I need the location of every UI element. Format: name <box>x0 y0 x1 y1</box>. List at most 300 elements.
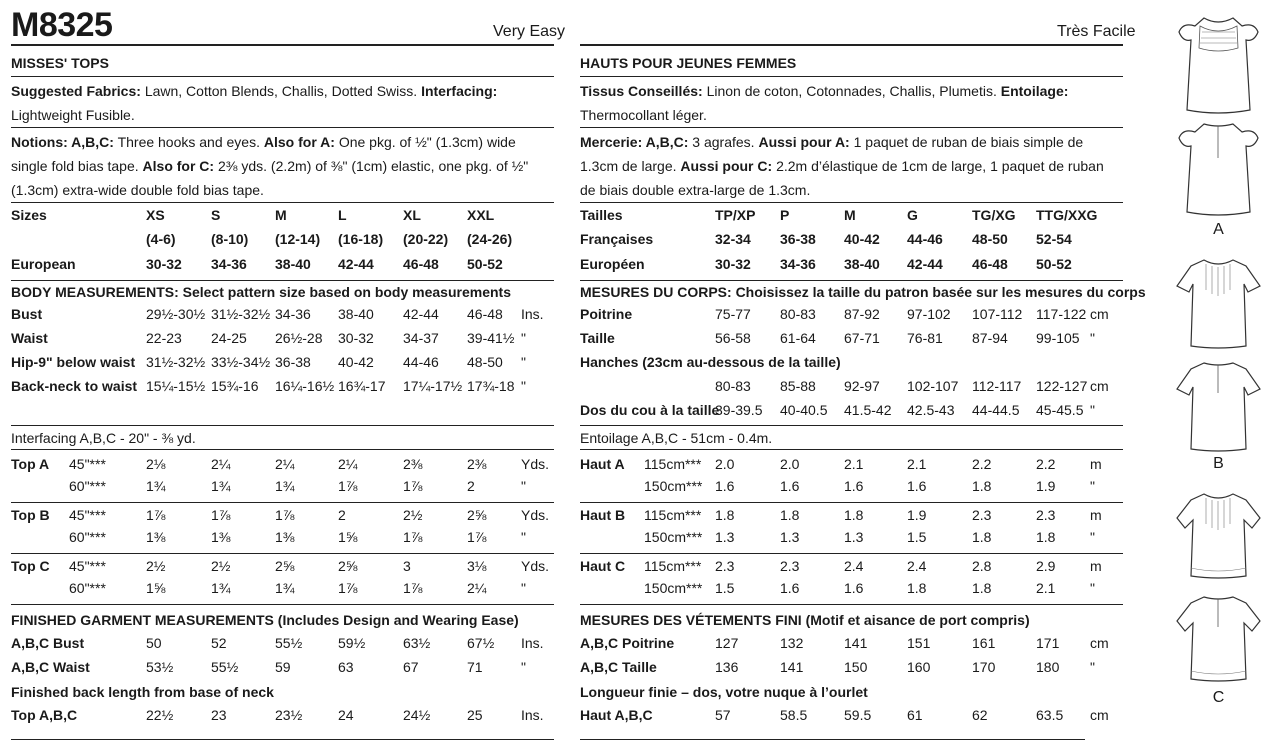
size-range: (12-14) <box>275 231 321 247</box>
body-row-value: 92-97 <box>844 378 880 394</box>
yardage-row-value: 2.3 <box>972 507 992 523</box>
back-length-value: 23½ <box>275 707 303 723</box>
finished-row-value: 171 <box>1036 635 1060 651</box>
notions-label: Notions: A,B,C: <box>11 134 114 150</box>
yardage-row-value: 1.3 <box>780 529 800 545</box>
back-length-value: 57 <box>715 707 731 723</box>
fabric-width: 115cm*** <box>644 507 702 523</box>
yardage-row-value: 2½ <box>211 558 231 574</box>
yardage-row-value: 2⅝ <box>467 507 487 523</box>
divider <box>580 449 1123 450</box>
divider <box>11 739 554 740</box>
body-row-value: 17¼-17½ <box>403 378 463 394</box>
yardage-row-value: 2.2 <box>972 456 992 472</box>
fabrics-label: Tissus Conseillés: <box>580 83 703 99</box>
yardage-row-value: 1.9 <box>1036 478 1056 494</box>
francaises-size: 36-38 <box>780 231 816 247</box>
body-row-value: 112-117 <box>972 378 1022 394</box>
size-range: (8-10) <box>211 231 249 247</box>
back-length-value: 24 <box>338 707 354 723</box>
yardage-group-label: Haut A <box>580 456 625 472</box>
view-c-label: C <box>1212 689 1225 706</box>
back-length-label: Top A,B,C <box>11 707 78 723</box>
body-row-label: Dos du cou à la taille <box>580 402 720 418</box>
yardage-row-unit: " <box>1090 529 1095 545</box>
finished-row-unit: " <box>521 659 526 675</box>
sizes-label: Tailles <box>580 207 623 223</box>
divider <box>11 127 554 128</box>
body-row-value: 30-32 <box>338 330 374 346</box>
yardage-row-unit: Yds. <box>521 456 550 472</box>
yardage-row-value: 1¾ <box>211 580 231 596</box>
section-title: MISSES' TOPS <box>11 55 109 71</box>
yardage-row-value: 1.6 <box>780 580 800 596</box>
body-row-value: 24-25 <box>211 330 247 346</box>
divider <box>580 553 1123 554</box>
size-header: XL <box>403 207 421 223</box>
finished-row-value: 63 <box>338 659 354 675</box>
yardage-row-value: 2¼ <box>467 580 487 596</box>
body-row-value: 48-50 <box>467 354 503 370</box>
divider <box>580 44 1123 46</box>
body-row-value: 33½-34½ <box>211 354 271 370</box>
yardage-row-value: 1⅞ <box>275 507 295 523</box>
interfacing-row: Interfacing A,B,C - 20" - ⅜ yd. <box>11 430 196 446</box>
yardage-row-value: 1.8 <box>907 580 927 596</box>
yardage-group-label: Top A <box>11 456 50 472</box>
finished-row-value: 127 <box>715 635 739 651</box>
size-header: M <box>844 207 856 223</box>
finished-row-value: 160 <box>907 659 931 675</box>
yardage-row-value: 1¾ <box>275 580 295 596</box>
european-size: 46-48 <box>403 256 439 272</box>
yardage-row-value: 1.3 <box>715 529 735 545</box>
back-length-value: 22½ <box>146 707 174 723</box>
yardage-row-unit: Yds. <box>521 558 550 574</box>
divider <box>11 502 554 503</box>
fabrics-label: Suggested Fabrics: <box>11 83 141 99</box>
finished-row-value: 141 <box>780 659 804 675</box>
body-row-value: 56-58 <box>715 330 751 346</box>
yardage-row-value: 1¾ <box>211 478 231 494</box>
body-row-value: 80-83 <box>715 378 751 394</box>
size-range: (20-22) <box>403 231 449 247</box>
interfacing-row: Entoilage A,B,C - 51cm - 0.4m. <box>580 430 773 446</box>
finished-row-unit: Ins. <box>521 635 544 651</box>
yardage-row-value: 1⅞ <box>467 529 487 545</box>
fabric-width: 45"*** <box>69 456 106 472</box>
body-row-value: 67-71 <box>844 330 880 346</box>
yardage-row-value: 2⅝ <box>338 558 358 574</box>
yardage-row-value: 2.4 <box>907 558 927 574</box>
body-row-value: 31½-32½ <box>211 306 271 322</box>
divider <box>580 425 1123 426</box>
yardage-row-value: 1.3 <box>844 529 864 545</box>
yardage-row-value: 1⅜ <box>275 529 295 545</box>
yardage-group-label: Top C <box>11 558 50 574</box>
yardage-row-value: 1⅞ <box>146 507 166 523</box>
yardage-row-unit: m <box>1090 456 1102 472</box>
back-length-value: 23 <box>211 707 227 723</box>
yardage-group-label: Top B <box>11 507 50 523</box>
section-title: HAUTS POUR JEUNES FEMMES <box>580 55 797 71</box>
yardage-row-value: 1.8 <box>972 580 992 596</box>
fabrics-paragraph <box>580 79 1120 127</box>
francaises-label: Françaises <box>580 231 654 247</box>
body-row-value: 46-48 <box>467 306 503 322</box>
finished-row-label: A,B,C Waist <box>11 659 90 675</box>
fabrics-text: Linon de coton, Cotonnades, Challis, Plumetis. <box>706 83 997 99</box>
finished-row-value: 52 <box>211 635 227 651</box>
yardage-row-unit: Yds. <box>521 507 550 523</box>
yardage-row-value: 2⅝ <box>275 558 295 574</box>
yardage-row-value: 1.9 <box>907 507 927 523</box>
body-row-value: 87-92 <box>844 306 880 322</box>
francaises-size: 44-46 <box>907 231 943 247</box>
divider <box>580 739 1085 740</box>
difficulty-fr: Très Facile <box>1057 23 1136 40</box>
back-length-label: Haut A,B,C <box>580 707 653 723</box>
body-row-value: 80-83 <box>780 306 816 322</box>
body-row-value: 36-38 <box>275 354 311 370</box>
divider <box>11 425 554 426</box>
fabric-width: 115cm*** <box>644 456 702 472</box>
body-row-value: 22-23 <box>146 330 182 346</box>
fabric-width: 60"*** <box>69 580 106 596</box>
also-a-label: Aussi pour A: <box>758 134 850 150</box>
yardage-row-value: 2.3 <box>1036 507 1056 523</box>
view-a-back-sketch <box>1176 118 1261 226</box>
sizes-label: Sizes <box>11 207 47 223</box>
yardage-row-value: 1⅜ <box>146 529 166 545</box>
yardage-row-value: 2½ <box>146 558 166 574</box>
notions-text: Three hooks and eyes. <box>117 134 260 150</box>
also-a-text: 1 paquet de ruban de biais simple de 1.3cm de large. <box>580 134 1084 174</box>
european-size: 42-44 <box>338 256 374 272</box>
yardage-row-unit: " <box>521 478 526 494</box>
yardage-row-value: 2.8 <box>972 558 992 574</box>
yardage-row-value: 1.8 <box>844 507 864 523</box>
francaises-size: 48-50 <box>972 231 1008 247</box>
yardage-row-value: 2 <box>338 507 346 523</box>
body-row-unit: " <box>521 330 526 346</box>
difficulty-en: Very Easy <box>493 23 566 40</box>
yardage-row-value: 1.8 <box>715 507 735 523</box>
notions-paragraph <box>580 130 1120 202</box>
yardage-row-value: 2.0 <box>780 456 800 472</box>
body-row-unit: " <box>521 378 526 394</box>
finished-row-value: 150 <box>844 659 868 675</box>
finished-row-value: 170 <box>972 659 996 675</box>
body-row-value: 17¾-18 <box>467 378 515 394</box>
fabric-width: 45"*** <box>69 558 106 574</box>
yardage-row-value: 1⅞ <box>403 580 423 596</box>
yardage-row-value: 1.6 <box>844 580 864 596</box>
european-size: 38-40 <box>275 256 311 272</box>
yardage-row-value: 1.8 <box>972 478 992 494</box>
yardage-row-value: 2.3 <box>780 558 800 574</box>
european-size: 30-32 <box>715 256 751 272</box>
yardage-row-value: 1.6 <box>907 478 927 494</box>
body-measurements-title: BODY MEASUREMENTS: Select pattern size based on body measurements <box>11 284 511 300</box>
pattern-number: M8325 <box>11 6 113 44</box>
yardage-row-value: 2.4 <box>844 558 864 574</box>
french-column <box>580 0 1146 748</box>
divider <box>580 127 1123 128</box>
francaises-size: 40-42 <box>844 231 880 247</box>
yardage-row-value: 1⅞ <box>338 580 358 596</box>
european-label: Européen <box>580 256 645 272</box>
francaises-size: 32-34 <box>715 231 751 247</box>
yardage-row-value: 2.9 <box>1036 558 1056 574</box>
fabrics-paragraph <box>11 79 551 127</box>
body-row-value: 85-88 <box>780 378 816 394</box>
body-row-value: 99-105 <box>1036 330 1080 346</box>
size-header: M <box>275 207 287 223</box>
yardage-row-value: 1⅞ <box>211 507 231 523</box>
finished-row-value: 55½ <box>275 635 303 651</box>
body-row-value: 31½-32½ <box>146 354 206 370</box>
yardage-row-value: 2.3 <box>715 558 735 574</box>
body-row-value: 15¼-15½ <box>146 378 206 394</box>
size-header: TP/XP <box>715 207 756 223</box>
view-a-label: A <box>1213 221 1224 238</box>
back-length-value: 25 <box>467 707 483 723</box>
yardage-row-value: 2¼ <box>338 456 358 472</box>
interfacing-text: Lightweight Fusible. <box>11 107 135 123</box>
yardage-row-value: 1⅞ <box>403 478 423 494</box>
yardage-row-value: 1¾ <box>275 478 295 494</box>
body-row-value: 34-36 <box>275 306 311 322</box>
body-row-value: 42-44 <box>403 306 439 322</box>
back-length-unit: cm <box>1090 707 1109 723</box>
view-sketches <box>1168 0 1268 748</box>
back-length-value: 61 <box>907 707 923 723</box>
divider <box>11 604 554 605</box>
divider <box>11 44 554 46</box>
back-length-value: 59.5 <box>844 707 872 723</box>
back-length-value: 62 <box>972 707 988 723</box>
body-row-value: 26½-28 <box>275 330 323 346</box>
european-size: 42-44 <box>907 256 943 272</box>
body-row-label: Poitrine <box>580 306 633 322</box>
body-row-value: 34-37 <box>403 330 439 346</box>
yardage-row-value: 2½ <box>403 507 423 523</box>
yardage-row-value: 1.6 <box>780 478 800 494</box>
divider <box>11 553 554 554</box>
yardage-row-unit: " <box>521 529 526 545</box>
view-a-front-sketch <box>1176 12 1261 120</box>
size-header: XXL <box>467 207 495 223</box>
yardage-group-label: Haut B <box>580 507 626 523</box>
interfacing-label: Entoilage: <box>1000 83 1069 99</box>
divider <box>580 280 1123 281</box>
yardage-row-value: 1.8 <box>780 507 800 523</box>
english-column <box>11 0 556 748</box>
body-row-unit: Ins. <box>521 306 544 322</box>
european-size: 38-40 <box>844 256 880 272</box>
body-row-value: 102-107 <box>907 378 959 394</box>
yardage-group-label: Haut C <box>580 558 626 574</box>
back-length-unit: Ins. <box>521 707 544 723</box>
size-range: (16-18) <box>338 231 384 247</box>
size-header: S <box>211 207 221 223</box>
also-a-text: One pkg. of ½" (1.3cm) wide single fold bias tape. <box>11 134 516 174</box>
size-header: L <box>338 207 347 223</box>
yardage-row-value: 1.6 <box>715 478 735 494</box>
fabrics-text: Lawn, Cotton Blends, Challis, Dotted Swiss. <box>144 83 418 99</box>
size-header: P <box>780 207 790 223</box>
body-row-value: 61-64 <box>780 330 816 346</box>
yardage-row-unit: " <box>1090 478 1095 494</box>
yardage-row-value: 2.2 <box>1036 456 1056 472</box>
fabric-width: 45"*** <box>69 507 106 523</box>
finished-row-value: 141 <box>844 635 868 651</box>
finished-row-value: 63½ <box>403 635 431 651</box>
finished-row-value: 67½ <box>467 635 495 651</box>
back-length-title: Longueur finie – dos, votre nuque à l’ourlet <box>580 684 868 700</box>
yardage-row-value: 2 <box>467 478 475 494</box>
body-row-value: 40-42 <box>338 354 374 370</box>
body-row-label: Waist <box>11 330 48 346</box>
body-row-value: 16¾-17 <box>338 378 386 394</box>
yardage-row-value: 1.5 <box>715 580 735 596</box>
divider <box>580 604 1123 605</box>
finished-row-label: A,B,C Bust <box>11 635 85 651</box>
divider <box>11 449 554 450</box>
interfacing-text: Thermocollant léger. <box>580 107 707 123</box>
body-row-unit: " <box>521 354 526 370</box>
body-row-value: 15¾-16 <box>211 378 259 394</box>
view-c-front-sketch <box>1176 484 1261 592</box>
divider <box>11 202 554 203</box>
notions-paragraph <box>11 130 551 202</box>
yardage-row-value: 1.8 <box>972 529 992 545</box>
yardage-row-value: 2⅛ <box>146 456 166 472</box>
divider <box>11 76 554 77</box>
finished-row-value: 161 <box>972 635 996 651</box>
size-header: XS <box>146 207 165 223</box>
fabric-width: 150cm*** <box>644 580 703 596</box>
divider <box>580 76 1123 77</box>
yardage-row-value: 2.0 <box>715 456 735 472</box>
yardage-row-value: 1.6 <box>844 478 864 494</box>
body-row-value: 122-127 <box>1036 378 1088 394</box>
size-range: (24-26) <box>467 231 513 247</box>
size-range: (4-6) <box>146 231 176 247</box>
finished-row-value: 132 <box>780 635 804 651</box>
finished-row-value: 59 <box>275 659 291 675</box>
view-b-back-sketch <box>1176 353 1261 461</box>
body-row-value: 44-46 <box>403 354 439 370</box>
body-row-value: 38-40 <box>338 306 374 322</box>
yardage-row-value: 1⅞ <box>403 529 423 545</box>
body-row-value: 117-122 <box>1036 306 1087 322</box>
yardage-row-value: 2.1 <box>907 456 927 472</box>
body-row-unit: " <box>1090 330 1095 346</box>
yardage-row-value: 2.1 <box>844 456 864 472</box>
also-c-label: Also for C: <box>142 158 215 174</box>
yardage-row-unit: m <box>1090 507 1102 523</box>
size-header: TTG/XXG <box>1036 207 1098 223</box>
yardage-row-value: 1⅜ <box>211 529 231 545</box>
view-b-front-sketch <box>1176 250 1261 358</box>
european-size: 46-48 <box>972 256 1008 272</box>
finished-row-value: 136 <box>715 659 739 675</box>
body-row-value: 107-112 <box>972 306 1023 322</box>
fabric-width: 60"*** <box>69 478 106 494</box>
european-label: European <box>11 256 76 272</box>
finished-row-value: 53½ <box>146 659 174 675</box>
finished-row-unit: cm <box>1090 635 1109 651</box>
finished-row-value: 50 <box>146 635 162 651</box>
notions-text: 3 agrafes. <box>692 134 755 150</box>
yardage-row-value: 2⅜ <box>467 456 487 472</box>
body-row-value: 76-81 <box>907 330 943 346</box>
body-row-value: 97-102 <box>907 306 951 322</box>
body-row-value: 42.5-43 <box>907 402 955 418</box>
divider <box>580 202 1123 203</box>
fabric-width: 150cm*** <box>644 478 703 494</box>
finished-row-unit: " <box>1090 659 1095 675</box>
body-row-value: 75-77 <box>715 306 751 322</box>
body-measurements-title: MESURES DU CORPS: Choisissez la taille du patron basée sur les mesures du corps <box>580 284 1146 300</box>
yardage-row-unit: " <box>521 580 526 596</box>
body-row-value: 39-41½ <box>467 330 515 346</box>
body-row-unit: cm <box>1090 306 1109 322</box>
yardage-row-value: 1⅝ <box>146 580 166 596</box>
body-row-value: 29½-30½ <box>146 306 206 322</box>
yardage-row-value: 1¾ <box>146 478 166 494</box>
fabric-width: 115cm*** <box>644 558 702 574</box>
yardage-row-value: 3 <box>403 558 411 574</box>
body-row-value: 39-39.5 <box>715 402 763 418</box>
back-length-value: 24½ <box>403 707 431 723</box>
european-size: 50-52 <box>1036 256 1072 272</box>
finished-row-label: A,B,C Taille <box>580 659 657 675</box>
body-row-unit: cm <box>1090 378 1109 394</box>
european-size: 50-52 <box>467 256 503 272</box>
divider <box>580 502 1123 503</box>
yardage-row-value: 2¼ <box>211 456 231 472</box>
finished-row-value: 180 <box>1036 659 1060 675</box>
yardage-row-value: 1.5 <box>907 529 927 545</box>
yardage-row-value: 2⅜ <box>403 456 423 472</box>
body-row-value: 45-45.5 <box>1036 402 1084 418</box>
body-row-value: 44-44.5 <box>972 402 1020 418</box>
finished-row-label: A,B,C Poitrine <box>580 635 675 651</box>
body-row-value: 40-40.5 <box>780 402 828 418</box>
body-row-label: Taille <box>580 330 615 346</box>
fabric-width: 60"*** <box>69 529 106 545</box>
view-b-label: B <box>1213 455 1224 472</box>
finished-row-value: 71 <box>467 659 483 675</box>
european-size: 34-36 <box>780 256 816 272</box>
body-row-label: Hanches (23cm au-dessous de la taille) <box>580 354 841 370</box>
also-c-text: 2.2m d’élastique de 1cm de large, 1 paquet de ruban de biais double extra-large de 1.3cm. <box>580 158 1104 198</box>
body-row-value: 16¼-16½ <box>275 378 335 394</box>
fabric-width: 150cm*** <box>644 529 703 545</box>
yardage-row-value: 1⅝ <box>338 529 358 545</box>
back-length-value: 58.5 <box>780 707 808 723</box>
yardage-row-unit: " <box>1090 580 1095 596</box>
body-row-label: Bust <box>11 306 43 322</box>
european-size: 34-36 <box>211 256 247 272</box>
body-row-unit: " <box>1090 402 1095 418</box>
back-length-title: Finished back length from base of neck <box>11 684 274 700</box>
body-row-value: 87-94 <box>972 330 1008 346</box>
back-length-value: 63.5 <box>1036 707 1064 723</box>
